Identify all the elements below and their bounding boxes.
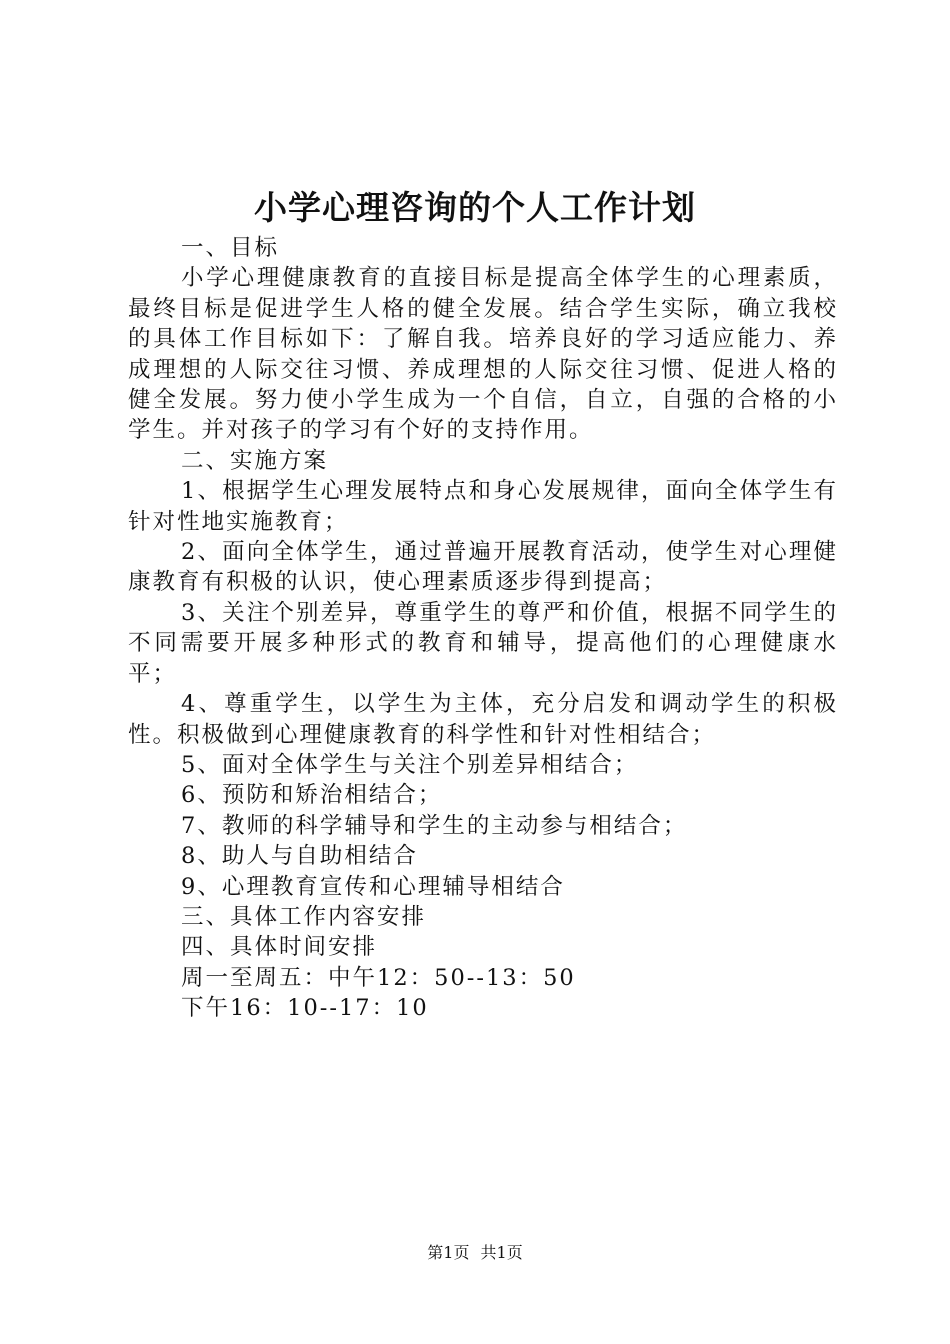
page-number: 第1页 [427, 1243, 470, 1262]
section-heading-schedule: 四、具体时间安排 [181, 934, 378, 961]
schedule-weekday-noon: 周一至周五：中午12：50--13：50 [181, 964, 576, 991]
plan-item-7: 7、教师的科学辅导和学生的主动参与相结合； [181, 812, 688, 839]
plan-item-1: 1、根据学生心理发展特点和身心发展规律，面向全体学生有针对性地实施教育； [128, 478, 838, 535]
plan-item-2: 2、面向全体学生，通过普遍开展教育活动，使学生对心理健康教育有积极的认识，使心理素质逐步得到提高； [128, 539, 838, 596]
section-heading-plan: 二、实施方案 [181, 447, 329, 474]
plan-item-8: 8、助人与自助相结合 [181, 843, 418, 870]
plan-item-6: 6、预防和矫治相结合； [181, 782, 443, 809]
section-heading-goals: 一、目标 [181, 235, 280, 261]
document-body [128, 233, 838, 1024]
plan-item-4: 4、尊重学生，以学生为主体，充分启发和调动学生的积极性。积极做到心理健康教育的科学性和针对性相结合； [128, 691, 838, 748]
document-title: 小学心理咨询的个人工作计划 [254, 188, 696, 227]
schedule-afternoon: 下午16：10--17：10 [181, 995, 429, 1022]
plan-item-5: 5、面对全体学生与关注个别差异相结合； [181, 751, 639, 778]
goals-paragraph: 小学心理健康教育的直接目标是提高全体学生的心理素质，最终目标是促进学生人格的健全发展。结合学生实际，确立我校的具体工作目标如下：了解自我。培养良好的学习适应能力、养成理想的人际交往习惯、养成理想的人际交往习惯、促进人格的健全发展。努力使小学生成为一个自信，自立，自强的合格的小学生。并对孩子的学习有个好的支持作用。 [128, 265, 838, 444]
plan-item-9: 9、心理教育宣传和心理辅导相结合 [181, 873, 565, 900]
page-footer [0, 1242, 950, 1264]
section-heading-work-content: 三、具体工作内容安排 [181, 903, 427, 930]
page-total: 共1页 [480, 1243, 523, 1262]
plan-item-3: 3、关注个别差异，尊重学生的尊严和价值，根据不同学生的不同需要开展多种形式的教育和辅导，提高他们的心理健康水平； [128, 599, 838, 687]
